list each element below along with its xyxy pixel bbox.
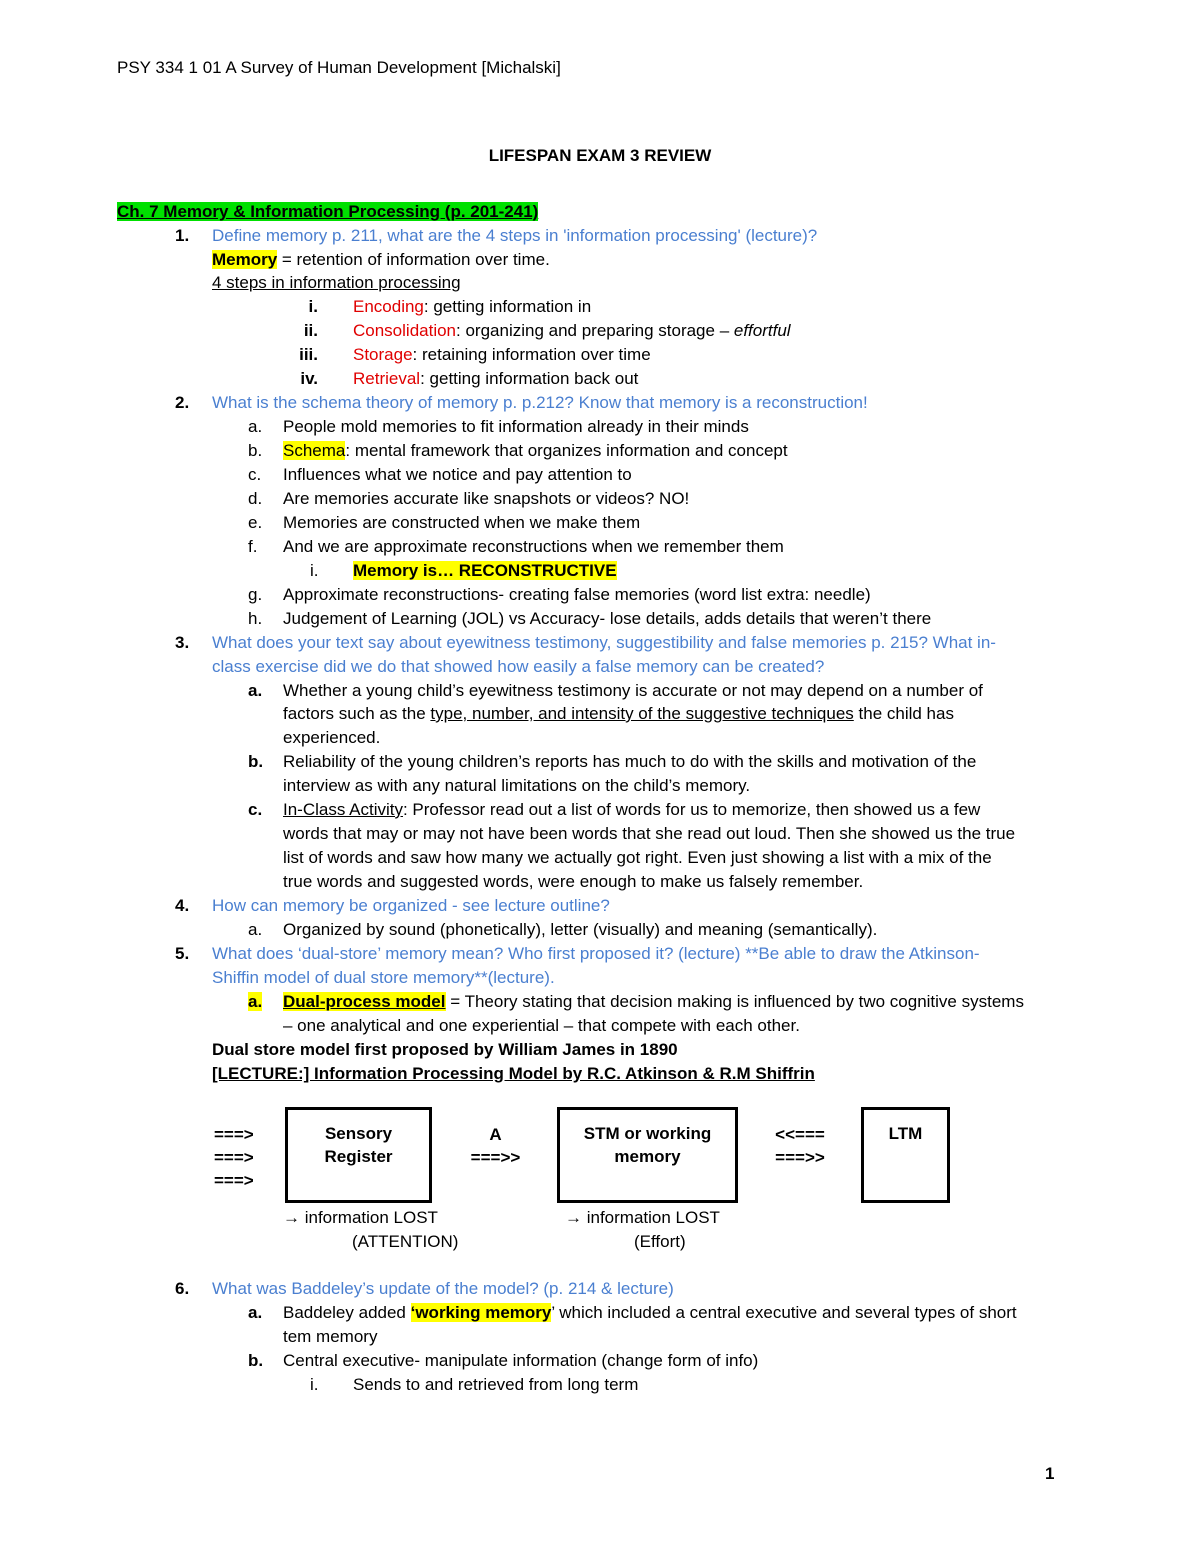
- item-text: Are memories accurate like snapshots or videos? NO!: [283, 489, 690, 508]
- q2-question: What is the schema theory of memory p. p.212? Know that memory is a reconstruction!: [212, 393, 868, 412]
- item-text: [283, 990, 1024, 1014]
- q5-question-line: Shiffin model of dual store memory**(lecture).: [212, 968, 555, 987]
- input-arrow: ===>: [214, 1148, 254, 1167]
- item-text: experienced.: [283, 728, 381, 747]
- item-text: Organized by sound (phonetically), letter (visually) and meaning (semantically).: [283, 920, 878, 939]
- sensory-register-box: [285, 1107, 432, 1203]
- item-num: c.: [248, 800, 263, 819]
- step-num: iv.: [300, 369, 318, 388]
- item-text: true words and suggested words, were enough to make us falsely remember.: [283, 872, 864, 891]
- text-run: factors such as the: [283, 704, 431, 723]
- q6-question: What was Baddeley’s update of the model? (p. 214 & lecture): [212, 1279, 674, 1298]
- step-num: i.: [308, 297, 318, 316]
- stm-ltm-arrows: [765, 1123, 835, 1169]
- box-label: LTM: [888, 1124, 923, 1143]
- stm-box: [557, 1107, 738, 1203]
- q4-number: 4.: [175, 896, 190, 915]
- ltm-box: [861, 1107, 950, 1203]
- item-num: c.: [248, 465, 262, 484]
- item-num: e.: [248, 513, 263, 532]
- item-num: b.: [248, 441, 263, 460]
- item-num: h.: [248, 609, 263, 628]
- retrieval-arrow: <<===: [775, 1125, 825, 1144]
- lost-label: → information LOST: [283, 1208, 438, 1227]
- item-num: g.: [248, 585, 263, 604]
- lost-reason: (ATTENTION): [352, 1232, 459, 1251]
- memory-term: Memory: [212, 250, 278, 269]
- item-text: Approximate reconstructions- creating false memories (word list extra: needle): [283, 585, 871, 604]
- sub-item-text: Sends to and retrieved from long term: [353, 1375, 639, 1394]
- item-text: Memories are constructed when we make them: [283, 513, 641, 532]
- step-def: : retaining information over time: [412, 345, 651, 364]
- q4-question: How can memory be organized - see lecture outline?: [212, 896, 610, 915]
- course-header: PSY 334 1 01 A Survey of Human Development [Michalski]: [117, 58, 561, 77]
- step-extra: effortful: [733, 321, 791, 340]
- reconstructive-highlight: Memory is… RECONSTRUCTIVE: [353, 561, 617, 580]
- box-label: Sensory: [324, 1124, 393, 1143]
- item-text: People mold memories to fit information already in their minds: [283, 417, 749, 436]
- item-text: [283, 702, 954, 726]
- text-run: the child has: [853, 704, 954, 723]
- activity-term: In-Class Activity: [283, 800, 403, 819]
- item-num: d.: [248, 489, 263, 508]
- input-arrows: [214, 1123, 264, 1192]
- storage-arrow: ===>>: [775, 1148, 825, 1167]
- arrow-label: A: [489, 1125, 502, 1144]
- q5-question-line: What does ‘dual-store’ memory mean? Who first proposed it? (lecture) **Be able to draw the Atkinson-: [212, 944, 980, 963]
- working-memory-term: ‘working memory: [410, 1303, 552, 1322]
- input-arrow: ===>: [214, 1171, 254, 1190]
- item-num-highlight: a.: [248, 992, 263, 1011]
- q1-question: Define memory p. 211, what are the 4 steps in 'information processing' (lecture)?: [212, 226, 818, 245]
- input-arrow: ===>: [214, 1125, 254, 1144]
- item-num: b.: [248, 1351, 264, 1370]
- item-text: [283, 439, 788, 463]
- item-text: words that may or may not have been words that she read out loud. Then she showed us the true: [283, 824, 1016, 843]
- q1-memory-def: [212, 248, 550, 272]
- q3-question-line: What does your text say about eyewitness testimony, suggestibility and false memories p. 215? What in-: [212, 633, 996, 652]
- page-title: LIFESPAN EXAM 3 REVIEW: [488, 146, 712, 165]
- sub-item-num: i.: [310, 561, 319, 580]
- step-item: [353, 367, 638, 391]
- item-text: – one analytical and one experiential – that compete with each other.: [283, 1016, 800, 1035]
- item-num: f.: [248, 537, 258, 556]
- dual-process-term: Dual-process model: [283, 992, 446, 1011]
- item-text: Whether a young child’s eyewitness testimony is accurate or not may depend on a number of: [283, 681, 983, 700]
- page-number: 1: [1045, 1464, 1055, 1483]
- step-item: [353, 319, 791, 343]
- item-text: And we are approximate reconstructions when we remember them: [283, 537, 784, 556]
- box-label: Register: [324, 1147, 393, 1166]
- text-run: : Professor read out a list of words for us to memorize, then showed us a few: [402, 800, 981, 819]
- step-term: Encoding: [353, 297, 424, 316]
- step-def: : getting information back out: [420, 369, 639, 388]
- sub-item-num: i.: [310, 1375, 319, 1394]
- item-text: Reliability of the young children’s reports has much to do with the skills and motivation of the: [283, 752, 977, 771]
- schema-term: Schema: [283, 441, 346, 460]
- step-def: : organizing and preparing storage –: [456, 321, 734, 340]
- item-text: Central executive- manipulate information (change form of info): [283, 1351, 759, 1370]
- steps-heading: 4 steps in information processing: [212, 273, 461, 292]
- item-text: Judgement of Learning (JOL) vs Accuracy- lose details, adds details that weren’t there: [283, 609, 932, 628]
- item-text: [283, 1301, 1017, 1325]
- lost-label: → information LOST: [565, 1208, 720, 1227]
- step-term: Consolidation: [353, 321, 457, 340]
- item-text: [283, 798, 980, 822]
- q1-number: 1.: [175, 226, 190, 245]
- memory-def-text: = retention of information over time.: [277, 250, 550, 269]
- proposed-by: Dual store model first proposed by William James in 1890: [212, 1040, 678, 1059]
- step-term: Storage: [353, 345, 413, 364]
- underlined-run: type, number, and intensity of the suggestive techniques: [430, 704, 854, 723]
- step-item: [353, 295, 591, 319]
- item-num: a.: [248, 1303, 263, 1322]
- arrow-text: ===>>: [470, 1148, 521, 1167]
- step-num: iii.: [299, 345, 318, 364]
- schema-def: : mental framework that organizes information and concept: [345, 441, 788, 460]
- chapter-heading: [117, 200, 538, 224]
- box-label: memory: [614, 1147, 681, 1166]
- box-label: STM or working: [583, 1124, 712, 1143]
- q3-number: 3.: [175, 633, 190, 652]
- item-num: a.: [248, 417, 263, 436]
- step-term: Retrieval: [353, 369, 421, 388]
- item-num: a.: [248, 920, 263, 939]
- item-text: tem memory: [283, 1327, 378, 1346]
- q2-number: 2.: [175, 393, 190, 412]
- item-text: interview as with any natural limitations on the child’s memory.: [283, 776, 751, 795]
- text-run: = Theory stating that decision making is influenced by two cognitive systems: [445, 992, 1024, 1011]
- item-text: list of words and saw how many we actually got right. Even just showing a list with a mix of the: [283, 848, 992, 867]
- q3-question-line: class exercise did we do that showed how easily a false memory can be created?: [212, 657, 825, 676]
- step-item: [353, 343, 651, 367]
- text-run: ’ which included a central executive and several types of short: [551, 1303, 1017, 1322]
- lecture-heading: [LECTURE:] Information Processing Model by R.C. Atkinson & R.M Shiffrin: [212, 1064, 815, 1083]
- item-num: a.: [248, 681, 263, 700]
- step-num: ii.: [303, 321, 318, 340]
- q5-number: 5.: [175, 944, 190, 963]
- lost-reason: (Effort): [634, 1232, 686, 1251]
- sub-item-text: [353, 559, 617, 583]
- step-def: : getting information in: [423, 297, 592, 316]
- q6-number: 6.: [175, 1279, 190, 1298]
- chapter-title: Ch. 7 Memory & Information Processing (p. 201-241): [117, 202, 539, 221]
- item-num: [248, 990, 262, 1014]
- attention-arrow: [458, 1123, 533, 1169]
- text-run: Baddeley added: [283, 1303, 411, 1322]
- item-text: Influences what we notice and pay attention to: [283, 465, 632, 484]
- item-num: b.: [248, 752, 264, 771]
